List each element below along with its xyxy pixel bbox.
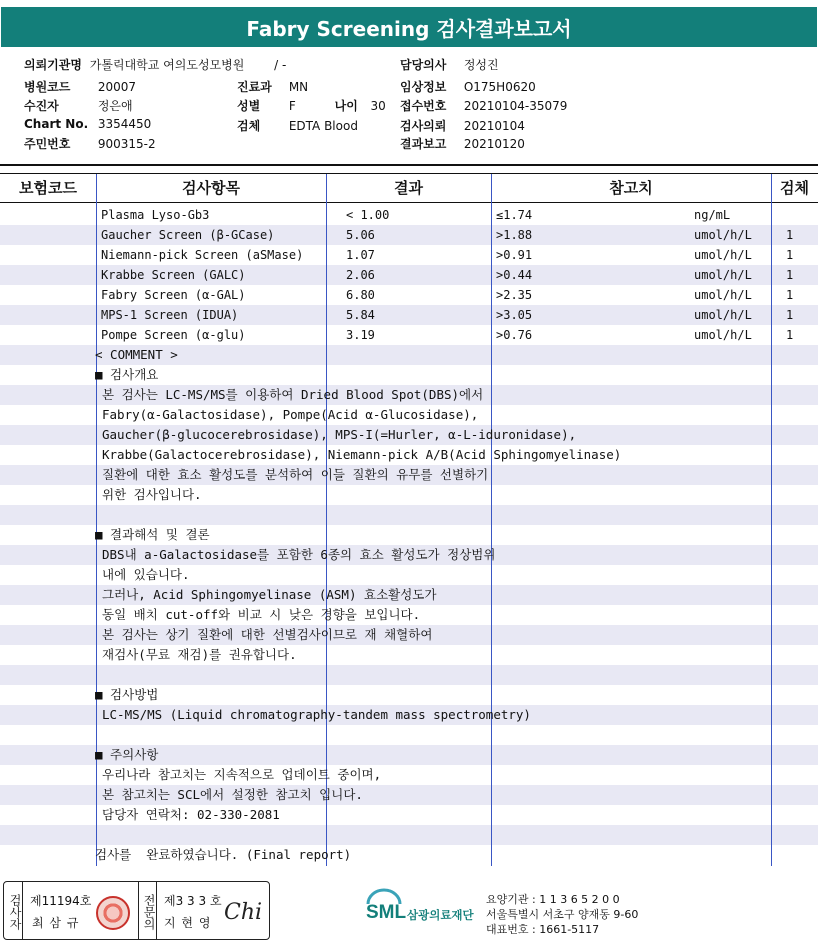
row-reference: >0.44 <box>496 268 533 282</box>
specimen-label: 검체 <box>237 119 261 133</box>
verifier-vertical-label: 전문의 <box>142 894 156 930</box>
age-value: 30 <box>370 99 386 113</box>
accession-label: 접수번호 <box>400 99 447 113</box>
examiner-vertical-label: 검사자 <box>8 894 22 930</box>
row-specimen: 1 <box>786 328 794 342</box>
header-specimen: 검체 <box>780 179 809 197</box>
examiner-name: 최 삼 규 <box>32 916 80 930</box>
row-unit: umol/h/L <box>694 308 752 322</box>
verifier-signature: Chi <box>224 900 263 925</box>
row-result: 1.07 <box>346 248 375 262</box>
dept-label: 진료과 <box>237 80 272 94</box>
row-band <box>0 665 818 685</box>
examiner-seal-icon <box>96 896 130 930</box>
reg-value: 900315-2 <box>97 137 156 151</box>
logo-text: SML <box>366 902 407 923</box>
row-reference: >0.91 <box>496 248 533 262</box>
doctor-row <box>400 56 499 73</box>
reported-value: 20210120 <box>463 137 525 151</box>
doctor-label: 담당의사 <box>400 58 447 72</box>
row-unit: umol/h/L <box>694 228 752 242</box>
row-reference: >3.05 <box>496 308 533 322</box>
age-label: 나이 <box>334 99 358 113</box>
row-result: 5.06 <box>346 228 375 242</box>
comment-line: 그러나, Acid Sphingomyelinase (ASM) 효소활성도가 <box>102 587 437 602</box>
request-row <box>400 117 525 134</box>
row-result: < 1.00 <box>346 208 390 222</box>
comment-line: Gaucher(β-glucocerebrosidase), MPS-I(=Hurler, α-L-iduronidase), <box>102 427 577 442</box>
comment-line: 본 검사는 상기 질환에 대한 선별검사이므로 재 채혈하여 <box>102 627 433 642</box>
examiner-number: 제11194호 <box>30 894 92 908</box>
row-test-item: Gaucher Screen (β-GCase) <box>101 228 275 242</box>
row-test-item: Niemann-pick Screen (aSMase) <box>101 248 304 262</box>
request-value: 20210104 <box>463 119 525 133</box>
comment-line: 우리나라 참고치는 지속적으로 업데이트 중이며, <box>102 767 382 782</box>
comment-line: 검사를 완료하였습니다. (Final report) <box>95 847 352 862</box>
comment-line: DBS내 a-Galactosidase를 포함한 6종의 효소 활성도가 정상범위 <box>102 547 496 562</box>
clinical-value: O175H0620 <box>463 80 536 94</box>
divider-top <box>0 164 818 166</box>
clinical-row <box>400 78 536 95</box>
comment-line: < COMMENT > <box>95 347 178 362</box>
reported-row <box>400 135 525 152</box>
dept-row <box>237 78 308 95</box>
table-header <box>0 174 818 202</box>
row-test-item: Plasma Lyso-Gb3 <box>101 208 210 222</box>
specimen-value: EDTA Blood <box>288 119 358 133</box>
chart-value: 3354450 <box>97 117 152 131</box>
row-reference: >2.35 <box>496 288 533 302</box>
comment-line: Fabry(α-Galactosidase), Pompe(Acid α-Glucosidase), <box>102 407 479 422</box>
header-result: 결과 <box>394 179 423 197</box>
row-unit: ng/mL <box>694 208 731 222</box>
row-unit: umol/h/L <box>694 268 752 282</box>
comment-line: ■ 주의사항 <box>95 747 159 762</box>
comment-line: 동일 배치 cut-off와 비교 시 낮은 경향을 보입니다. <box>102 607 421 622</box>
verifier-name: 지 현 영 <box>164 916 212 930</box>
comment-line: 본 참고치는 SCL에서 설정한 참고치 입니다. <box>102 787 363 802</box>
row-specimen: 1 <box>786 308 794 322</box>
header-insurance-code: 보험코드 <box>19 179 77 197</box>
row-result: 3.19 <box>346 328 375 342</box>
comment-line: 위한 검사입니다. <box>102 487 202 502</box>
comment-line: ■ 결과해석 및 결론 <box>95 527 210 542</box>
institution-label: 의뢰기관명 <box>24 58 82 72</box>
col-line-2 <box>326 174 327 866</box>
row-test-item: MPS-1 Screen (IDUA) <box>101 308 239 322</box>
comment-line: 질환에 대한 효소 활성도를 분석하여 이들 질환의 유무를 선별하기 <box>102 467 489 482</box>
reported-label: 결과보고 <box>400 137 447 151</box>
row-unit: umol/h/L <box>694 288 752 302</box>
row-specimen: 1 <box>786 228 794 242</box>
comment-line: LC-MS/MS (Liquid chromatography-tandem mass spectrometry) <box>102 707 531 722</box>
comment-line: ■ 검사방법 <box>95 687 159 702</box>
row-specimen: 1 <box>786 288 794 302</box>
comment-line: Krabbe(Galactocerebrosidase), Niemann-pick A/B(Acid Sphingomyelinase) <box>102 447 622 462</box>
accession-value: 20210104-35079 <box>463 99 568 113</box>
row-test-item: Fabry Screen (α-GAL) <box>101 288 246 302</box>
row-band <box>0 825 818 845</box>
row-test-item: Krabbe Screen (GALC) <box>101 268 246 282</box>
row-unit: umol/h/L <box>694 328 752 342</box>
reg-label: 주민번호 <box>24 137 71 151</box>
row-result: 6.80 <box>346 288 375 302</box>
org-phone: 대표번호 : 1661-5117 <box>486 923 600 936</box>
col-line-3 <box>491 174 492 866</box>
signature-box <box>3 881 270 940</box>
comment-line: 내에 있습니다. <box>102 567 190 582</box>
hospital-code-value: 20007 <box>97 80 137 94</box>
row-test-item: Pompe Screen (α-glu) <box>101 328 246 342</box>
row-specimen: 1 <box>786 248 794 262</box>
dept-value: MN <box>288 80 309 94</box>
comment-line: ■ 검사개요 <box>95 367 159 382</box>
sex-value: F <box>288 99 296 113</box>
header-test-item: 검사항목 <box>182 179 240 197</box>
patient-label: 수진자 <box>24 99 59 113</box>
verifier-number: 제3 3 3 호 <box>164 894 222 908</box>
org-name: 삼광의료재단 <box>407 908 474 922</box>
row-specimen: 1 <box>786 268 794 282</box>
chart-row <box>24 117 151 131</box>
row-result: 2.06 <box>346 268 375 282</box>
row-reference: >0.76 <box>496 328 533 342</box>
chart-label: Chart No. <box>24 117 89 131</box>
hospital-code-label: 병원코드 <box>24 80 71 94</box>
org-code: 요양기관 : 1 1 3 6 5 2 0 0 <box>486 893 620 906</box>
col-line-4 <box>771 174 772 866</box>
org-address: 서울특별시 서초구 양재동 9-60 <box>486 908 639 921</box>
request-label: 검사의뢰 <box>400 119 447 133</box>
sex-label: 성별 <box>237 99 261 113</box>
row-band <box>0 505 818 525</box>
reg-row <box>24 135 156 152</box>
hospital-code-row <box>24 78 136 95</box>
comment-line: 담당자 연락처: 02-330-2081 <box>102 807 280 822</box>
patient-value: 정은애 <box>97 99 133 113</box>
patient-row <box>24 97 133 114</box>
doctor-value: 정성진 <box>463 58 499 72</box>
sex-row <box>237 97 386 114</box>
row-reference: >1.88 <box>496 228 533 242</box>
row-reference: ≤1.74 <box>496 208 533 222</box>
report-title: Fabry Screening 검사결과보고서 <box>1 7 817 47</box>
clinical-label: 임상정보 <box>400 80 447 94</box>
comment-line: 본 검사는 LC-MS/MS를 이용하여 Dried Blood Spot(DBS)에서 <box>102 387 484 402</box>
institution-dash: / - <box>274 58 287 72</box>
header-reference: 참고치 <box>609 179 653 197</box>
institution-row <box>24 56 286 73</box>
comment-line: 재검사(무료 재검)를 권유합니다. <box>102 647 297 662</box>
specimen-row <box>237 117 358 134</box>
institution-value: 가톨릭대학교 여의도성모병원 <box>89 58 245 72</box>
row-result: 5.84 <box>346 308 375 322</box>
accession-row <box>400 97 567 114</box>
divider-header-bottom <box>0 202 818 203</box>
row-unit: umol/h/L <box>694 248 752 262</box>
